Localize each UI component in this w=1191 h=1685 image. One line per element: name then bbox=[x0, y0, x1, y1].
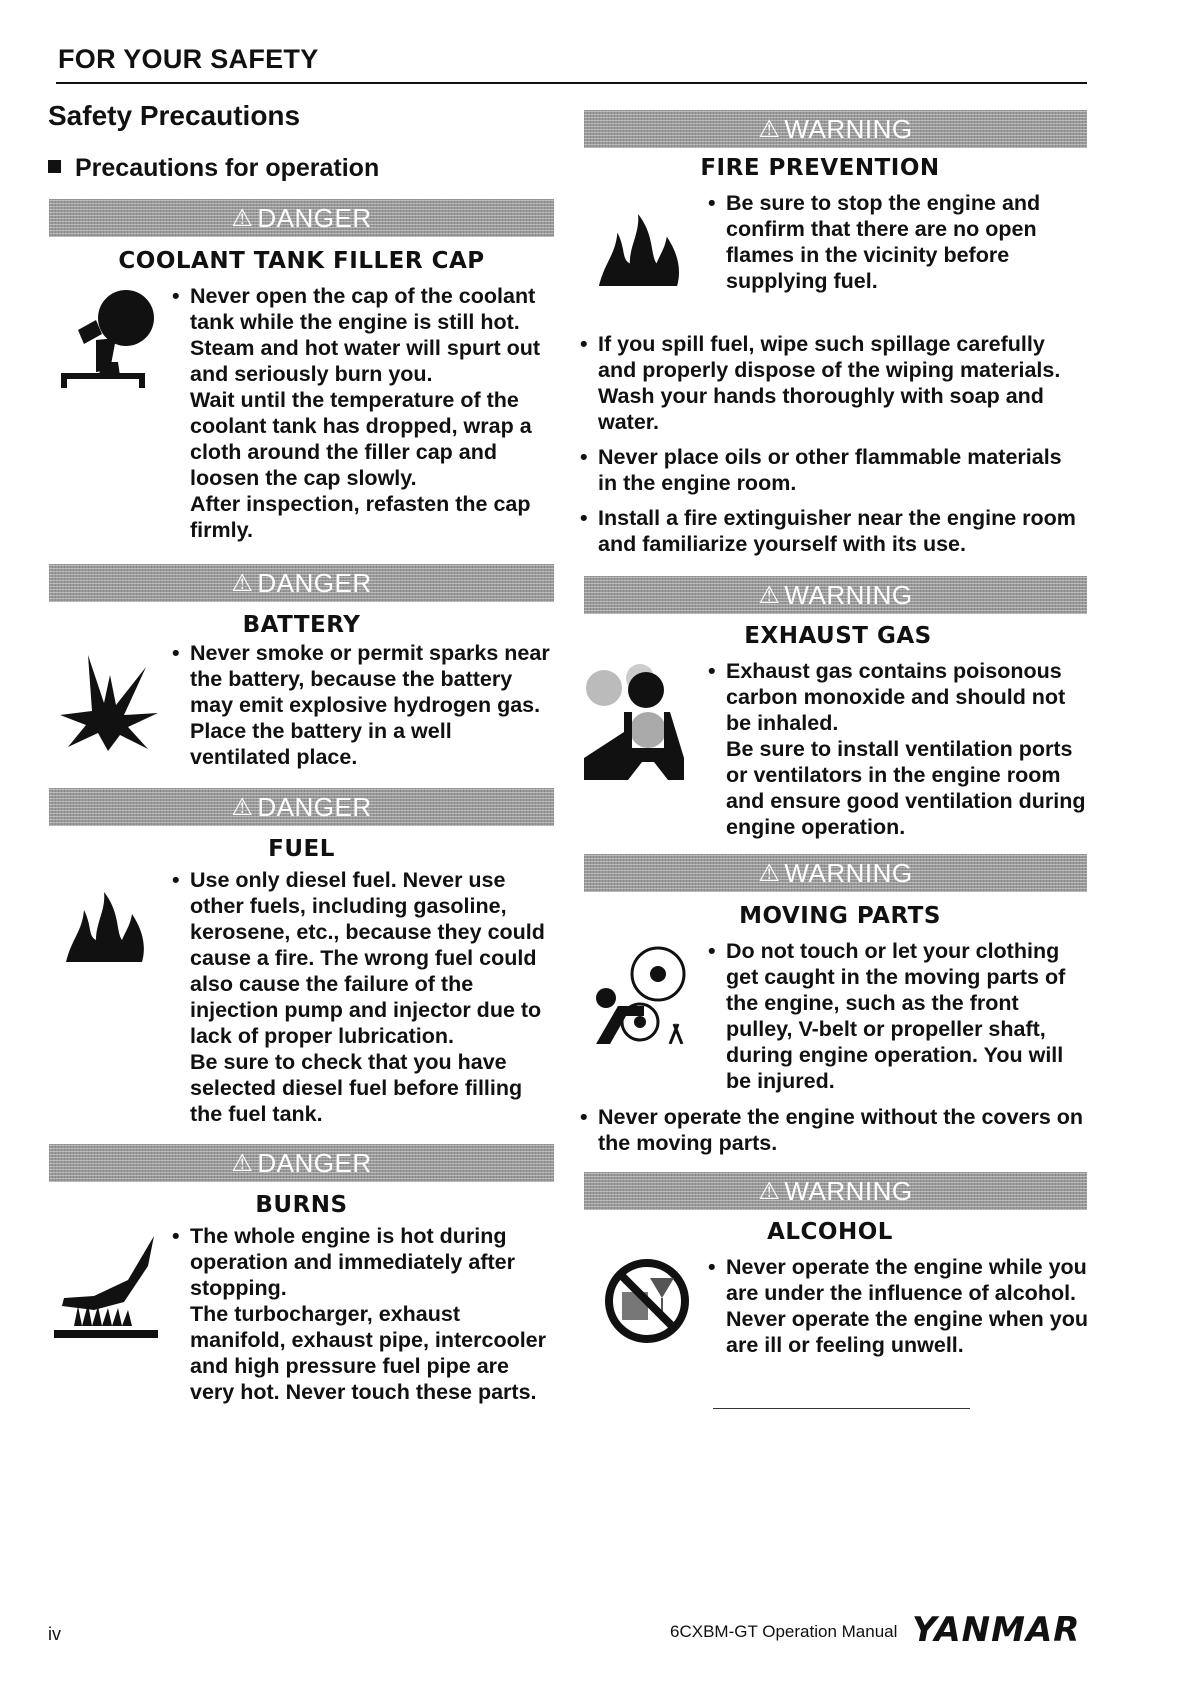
square-bullet-icon bbox=[48, 160, 61, 173]
hazard-item: • Use only diesel fuel. Never use other fuels, including gasoline, kerosene, etc., because they could cause a fire. The wrong fuel could also cause the failure of the injection pump and injector due to lack of proper lubrication. bbox=[172, 867, 554, 1049]
warning-triangle-icon: ⚠ bbox=[231, 204, 254, 232]
hazard-heading: FUEL bbox=[268, 836, 335, 862]
hazard-text-block bbox=[172, 640, 554, 770]
moving-parts-entanglement-icon bbox=[596, 940, 692, 1044]
hazard-item: After inspection, refasten the cap firmly. bbox=[190, 492, 531, 542]
danger-banner bbox=[49, 564, 554, 602]
hazard-item: • Install a fire extinguisher near the engine room and familiarize yourself with its use. bbox=[580, 505, 1086, 557]
warning-triangle-icon: ⚠ bbox=[758, 1177, 781, 1205]
hazard-item: • Never open the cap of the coolant tank while the engine is still hot. Steam and hot water will spurt out and seriously burn you. bbox=[172, 283, 554, 387]
hazard-extra-block bbox=[580, 1104, 1086, 1156]
header-rule bbox=[56, 82, 1087, 84]
fire-icon bbox=[62, 892, 146, 962]
banner-label: DANGER bbox=[257, 1147, 372, 1178]
hazard-heading: ALCOHOL bbox=[767, 1219, 893, 1245]
hazard-heading: BURNS bbox=[255, 1192, 348, 1218]
page-number: iv bbox=[48, 1624, 61, 1644]
hazard-item: • Never operate the engine without the covers on the moving parts. bbox=[580, 1104, 1086, 1156]
subsection-title: Precautions for operation bbox=[75, 154, 380, 182]
hazard-text-block bbox=[708, 658, 1088, 840]
explosion-icon bbox=[58, 655, 162, 751]
banner-label: DANGER bbox=[257, 202, 372, 233]
hazard-item: Wait until the temperature of the coolant tank has dropped, wrap a cloth around the filler cap and loosen the cap slowly. bbox=[190, 388, 532, 490]
warning-triangle-icon: ⚠ bbox=[231, 569, 254, 597]
banner-label: WARNING bbox=[784, 1175, 913, 1206]
hazard-extra-block bbox=[580, 331, 1086, 557]
warning-triangle-icon: ⚠ bbox=[231, 1149, 254, 1177]
banner-label: DANGER bbox=[257, 791, 372, 822]
brand-logo: YANMAR bbox=[912, 1610, 1081, 1650]
warning-banner bbox=[584, 1172, 1087, 1210]
danger-banner bbox=[49, 1144, 554, 1182]
hazard-item: The turbocharger, exhaust manifold, exhaust pipe, intercooler and high pressure fuel pipe are very hot. Never touch these parts. bbox=[190, 1302, 547, 1404]
hazard-heading: FIRE PREVENTION bbox=[700, 155, 940, 181]
danger-banner bbox=[49, 199, 554, 237]
hazard-item: • Be sure to stop the engine and confirm that there are no open flames in the vicinity before supplying fuel. bbox=[708, 190, 1088, 294]
hazard-heading: COOLANT TANK FILLER CAP bbox=[118, 248, 485, 274]
hazard-item: • The whole engine is hot during operation and immediately after stopping. bbox=[172, 1223, 554, 1301]
hazard-item: • Never place oils or other flammable materials in the engine room. bbox=[580, 444, 1086, 496]
warning-banner bbox=[584, 110, 1087, 148]
warning-banner bbox=[584, 576, 1087, 614]
warning-triangle-icon: ⚠ bbox=[758, 859, 781, 887]
hazard-item: • Never smoke or permit sparks near the battery, because the battery may emit explosive hydrogen gas. Place the battery in a well ventilated place. bbox=[172, 640, 554, 770]
hazard-text-block bbox=[708, 190, 1088, 294]
banner-label: DANGER bbox=[257, 567, 372, 598]
hazard-heading: MOVING PARTS bbox=[739, 903, 941, 929]
header-title: FOR YOUR SAFETY bbox=[58, 44, 319, 74]
hazard-text-block bbox=[172, 1223, 554, 1405]
hazard-heading: EXHAUST GAS bbox=[744, 623, 932, 649]
banner-label: WARNING bbox=[784, 113, 913, 144]
manual-title: 6CXBM-GT Operation Manual bbox=[670, 1622, 898, 1641]
banner-label: WARNING bbox=[784, 579, 913, 610]
coolant-cap-burn-icon bbox=[56, 290, 166, 400]
end-rule bbox=[713, 1408, 970, 1409]
banner-label: WARNING bbox=[784, 857, 913, 888]
hazard-item: • Never operate the engine while you are under the influence of alcohol. bbox=[708, 1254, 1088, 1306]
hazard-text-block bbox=[708, 938, 1088, 1094]
hazard-item: • Do not touch or let your clothing get caught in the moving parts of the engine, such as the front pulley, V-belt or propeller shaft, during engine operation. You will be injured. bbox=[708, 938, 1088, 1094]
subsection-heading bbox=[48, 154, 379, 183]
hazard-item: • If you spill fuel, wipe such spillage carefully and properly dispose of the wiping materials. Wash your hands thoroughly with soap and water. bbox=[580, 331, 1086, 435]
warning-banner bbox=[584, 854, 1087, 892]
section-title: Safety Precautions bbox=[48, 100, 301, 131]
toxic-gas-person-icon bbox=[584, 662, 684, 780]
hazard-item: Be sure to check that you have selected diesel fuel before filling the fuel tank. bbox=[190, 1050, 523, 1126]
hazard-text-block bbox=[172, 867, 554, 1127]
hazard-text-block bbox=[172, 283, 554, 543]
no-alcohol-icon bbox=[604, 1258, 690, 1344]
fire-icon bbox=[592, 214, 684, 286]
hazard-item: Never operate the engine when you are ill or feeling unwell. bbox=[726, 1307, 1089, 1357]
hazard-item: • Exhaust gas contains poisonous carbon monoxide and should not be inhaled. bbox=[708, 658, 1088, 736]
warning-triangle-icon: ⚠ bbox=[758, 581, 781, 609]
hazard-item: Be sure to install ventilation ports or ventilators in the engine room and ensure good ventilation during engine operation. bbox=[726, 737, 1086, 839]
hot-surface-hand-icon bbox=[54, 1236, 158, 1340]
hazard-text-block bbox=[708, 1254, 1088, 1358]
danger-banner bbox=[49, 788, 554, 826]
warning-triangle-icon: ⚠ bbox=[231, 793, 254, 821]
hazard-heading: BATTERY bbox=[242, 612, 361, 638]
warning-triangle-icon: ⚠ bbox=[758, 115, 781, 143]
